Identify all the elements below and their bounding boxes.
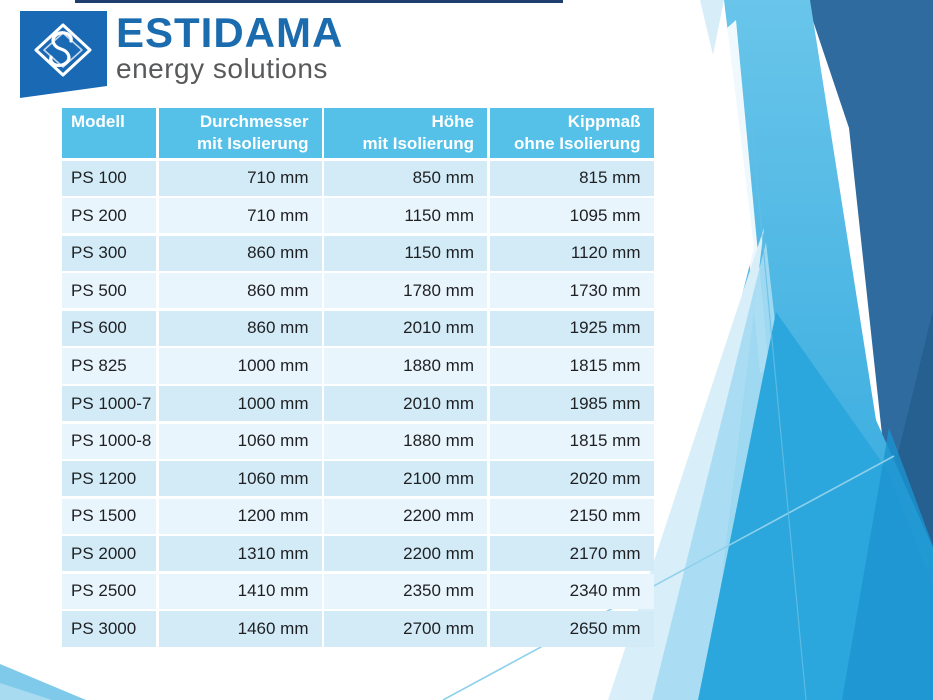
header-line2: mit Isolierung [362,134,474,153]
cell-kippmass: 1095 mm [490,198,654,233]
cell-hoehe: 2700 mm [324,611,487,646]
cell-modell: PS 100 [62,161,156,196]
header-modell [62,108,156,158]
table-row [62,536,654,571]
cell-kippmass: 2020 mm [490,461,654,496]
logo [116,10,343,84]
cell-kippmass: 815 mm [490,161,654,196]
header-line2: ohne Isolierung [513,134,641,153]
cell-modell: PS 300 [62,236,156,271]
cell-modell: PS 825 [62,348,156,383]
cell-hoehe: 1880 mm [324,424,487,459]
cell-hoehe: 2200 mm [324,536,487,571]
cell-durchmesser: 1060 mm [159,424,322,459]
cell-hoehe: 1780 mm [324,273,487,308]
cell-kippmass: 2650 mm [490,611,654,646]
cell-kippmass: 1925 mm [490,311,654,346]
cell-kippmass: 1985 mm [490,386,654,421]
table-row [62,386,654,421]
pale-top-sliver [700,0,724,55]
table-row [62,311,654,346]
brand-name: ESTIDAMA [116,9,344,56]
cell-modell: PS 2000 [62,536,156,571]
table-row [62,611,654,646]
cell-hoehe: 1150 mm [324,198,487,233]
table-row [62,273,654,308]
header-line1: Kippmaß [567,112,641,131]
cell-durchmesser: 1460 mm [159,611,322,646]
cell-modell: PS 1000-7 [62,386,156,421]
cell-kippmass: 1730 mm [490,273,654,308]
cell-durchmesser: 1000 mm [159,386,322,421]
cell-durchmesser: 1060 mm [159,461,322,496]
cell-durchmesser: 860 mm [159,311,322,346]
cell-modell: PS 1000-8 [62,424,156,459]
header-line1: Höhe [431,112,474,131]
cell-durchmesser: 860 mm [159,273,322,308]
table-row [62,499,654,534]
cell-hoehe: 2200 mm [324,499,487,534]
header-line1: Modell [71,112,125,131]
cell-kippmass: 2340 mm [490,574,654,609]
cell-hoehe: 2350 mm [324,574,487,609]
cell-durchmesser: 710 mm [159,198,322,233]
cell-modell: PS 1500 [62,499,156,534]
cell-hoehe: 1150 mm [324,236,487,271]
header-durchmesser [159,108,322,158]
cell-durchmesser: 860 mm [159,236,322,271]
table-row [62,236,654,271]
cell-kippmass: 2150 mm [490,499,654,534]
cell-durchmesser: 1000 mm [159,348,322,383]
cell-modell: PS 1200 [62,461,156,496]
cell-durchmesser: 710 mm [159,161,322,196]
cell-durchmesser: 1310 mm [159,536,322,571]
cell-kippmass: 2170 mm [490,536,654,571]
cell-hoehe: 2010 mm [324,311,487,346]
product-dimensions-table [62,108,654,647]
cell-kippmass: 1815 mm [490,348,654,383]
cell-modell: PS 2500 [62,574,156,609]
cell-hoehe: 1880 mm [324,348,487,383]
cell-modell: PS 200 [62,198,156,233]
cell-durchmesser: 1200 mm [159,499,322,534]
cell-hoehe: 850 mm [324,161,487,196]
table-row [62,198,654,233]
estidama-logo-icon [20,11,107,98]
cell-kippmass: 1815 mm [490,424,654,459]
brand-tagline: energy solutions [116,53,328,84]
table-row [62,161,654,196]
table-body [62,161,654,647]
table-row [62,348,654,383]
header-line2: mit Isolierung [197,134,309,153]
table-row [62,424,654,459]
cell-hoehe: 2100 mm [324,461,487,496]
header-hoehe [324,108,487,158]
top-rule [75,0,563,3]
cell-durchmesser: 1410 mm [159,574,322,609]
header-kippmass [490,108,654,158]
cell-hoehe: 2010 mm [324,386,487,421]
header-line1: Durchmesser [199,112,309,131]
table-row [62,461,654,496]
cell-modell: PS 500 [62,273,156,308]
table-header-row [62,108,654,158]
cell-modell: PS 600 [62,311,156,346]
cell-kippmass: 1120 mm [490,236,654,271]
table-row [62,574,654,609]
cell-modell: PS 3000 [62,611,156,646]
